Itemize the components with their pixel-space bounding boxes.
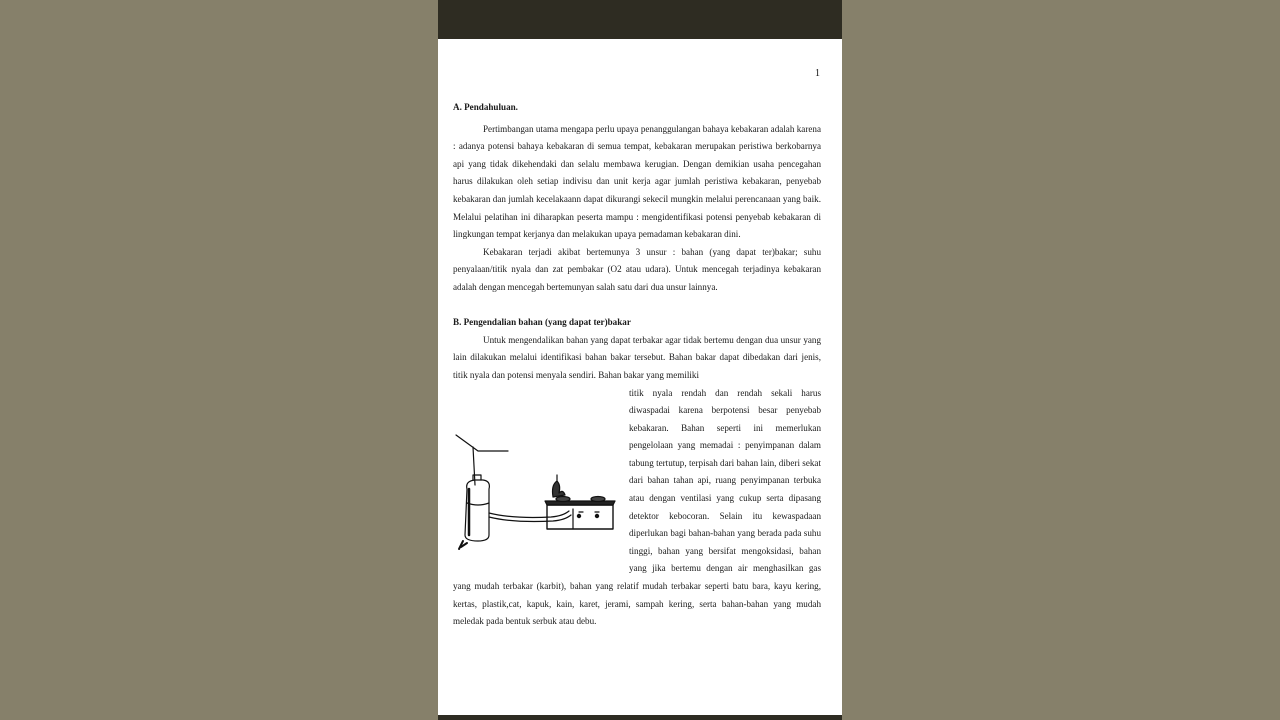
viewer-bottom-bar (438, 715, 842, 720)
section-a-heading: A. Pendahuluan. (453, 102, 518, 112)
gas-cylinder-stove-illustration (453, 385, 629, 561)
section-b-heading: B. Pengendalian bahan (yang dapat ter)bakar (453, 317, 631, 328)
section-a-paragraph-2: Kebakaran terjadi akibat bertemunya 3 unsur : bahan (yang dapat ter)bakar; suhu penyalaan/titik nyala dan zat pembakar (O2 atau udara). Untuk mencegah terjadinya kebakaran adalah dengan mencegah bertemunyan salah satu dari dua unsur lainnya. (453, 246, 821, 292)
page-number: 1 (815, 68, 820, 79)
page-content (453, 99, 821, 631)
viewer-top-bar (438, 0, 842, 39)
section-b-paragraph-wrap: titik nyala rendah dan rendah sekali harus diwaspadai karena berpotensi besar penyebab kebakaran. Bahan seperti ini memerlukan pengelolaan yang memadai : penyimpanan dalam tabung tertutup, terpisah dari bahan lain, diberi sekat dari bahan tahan api, ruang penyimpanan terbuka atau dengan ventilasi yang cukup serta dipasang detektor kebocoran. Selain itu kewaspadaan diperlukan bagi bahan-bahan yang berada pada suhu tinggi, bahan yang bersifat mengoksidasi, bahan yang jika bertemu dengan air menghasilkan gas yang mudah terbakar (karbit), bahan yang relatif mudah terbakar seperti batu bara, kayu kering, kertas, plastik,cat, kapuk, kain, karet, jerami, sampah kering, serta bahan-bahan yang mudah meledak pada bentuk serbuk atau debu. (453, 387, 821, 627)
document-page (438, 39, 842, 715)
section-b-paragraph-intro: Untuk mengendalikan bahan yang dapat terbakar agar tidak bertemu dengan dua unsur yang lain dilakukan melalui identifikasi bahan bakar tersebut. Bahan bakar dapat dibedakan dari jenis, titik nyala dan potensi menyala sendiri. Bahan bakar yang memiliki (453, 334, 821, 380)
gas-cylinder-stove-icon (453, 385, 629, 561)
section-a-paragraph-1: Pertimbangan utama mengapa perlu upaya penanggulangan bahaya kebakaran adalah karena : adanya potensi bahaya kebakaran di semua tempat, kebakaran merupakan peristiwa berkobarnya api yang tidak dikehendaki dan selalu membawa kerugian. Dengan demikian usaha pencegahan harus dilakukan oleh setiap indivisu dan unit kerja agar jumlah peristiwa kebakaran, penyebab kebakaran dan jumlah kecelakaann dapat dikurangi sekecil mungkin melalui perencanaan yang baik. Melalui pelatihan ini diharapkan peserta mampu : mengidentifikasi potensi penyebab kebakaran di lingkungan tempat kerjanya dan melakukan upaya pemadaman kebakaran dini. (453, 123, 821, 240)
